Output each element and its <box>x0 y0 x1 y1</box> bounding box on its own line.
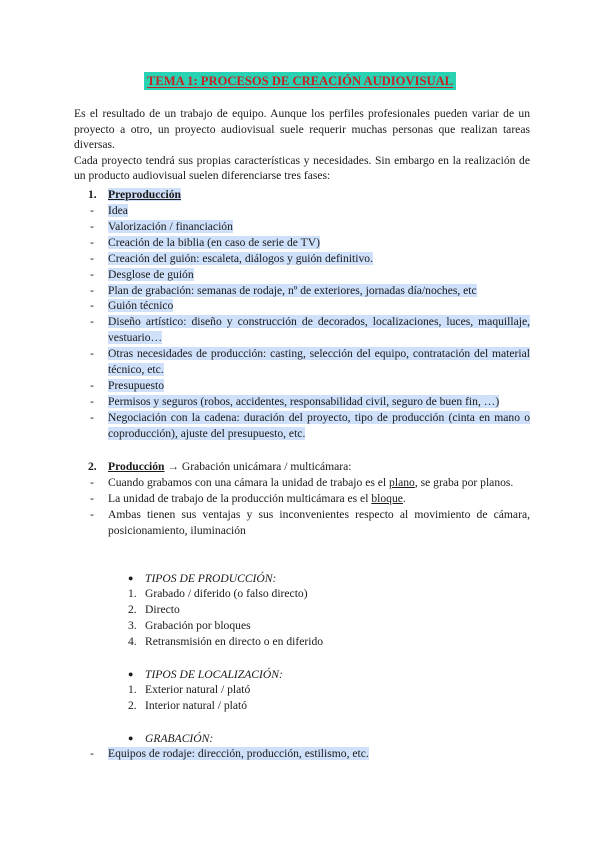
title-row <box>0 72 600 90</box>
list-item: 2. Directo <box>128 602 180 616</box>
list-item: - Negociación con la cadena: duración del proyecto, tipo de producción (cinta en mano o coproducción), ajuste del presupuesto, etc. <box>90 410 530 440</box>
preproduccion-list <box>90 203 530 442</box>
list-item: - Equipos de rodaje: dirección, producción, estilismo, etc. <box>90 747 369 760</box>
bullet-icon: ● <box>128 669 134 679</box>
list-item: - Cuando grabamos con una cámara la unidad de trabajo es el plano, se graba por planos. <box>90 476 514 489</box>
grabacion-list <box>90 746 530 762</box>
intro-paragraph-1: Es el resultado de un trabajo de equipo. Aunque los perfiles profesionales pueden variar de un proyecto a otro, un proyecto audiovisual suele requerir muchas personas que realizan tareas diversas. <box>74 107 530 152</box>
list-item: - Idea <box>90 204 128 217</box>
list-item: - Ambas tienen sus ventajas y sus inconvenientes respecto al movimiento de cámara, posicionamiento, iluminación <box>90 507 530 537</box>
list-item: - Presupuesto <box>90 378 165 392</box>
tipos-localizacion-list <box>128 682 250 714</box>
tipos-produccion-heading: ● TIPOS DE PRODUCCIÓN: <box>128 572 277 585</box>
list-item: 1. Exterior natural / plató <box>128 683 251 696</box>
section-2-number: 2. <box>88 460 97 473</box>
tipos-produccion-list <box>128 586 323 650</box>
list-item: - Desglose de guión <box>90 267 194 281</box>
list-item: - Otras necesidades de producción: casting, selección del equipo, contratación del material técnico, etc. <box>90 347 530 377</box>
list-item: 1. Grabado / diferido (o falso directo) <box>128 587 308 600</box>
section-2-label: Producción <box>108 460 165 473</box>
section-1-number: 1. <box>88 188 97 201</box>
bullet-icon: ● <box>128 573 134 583</box>
page-title: TEMA 1: PROCESOS DE CREACIÓN AUDIOVISUAL <box>144 72 456 90</box>
list-item: - Permisos y seguros (robos, accidentes, responsabilidad civil, seguro de buen fin, …) <box>90 394 500 408</box>
list-item: - Diseño artístico: diseño y construcción de decorados, localizaciones, luces, maquillaje, vestuario… <box>90 315 530 345</box>
list-item: - Guión técnico <box>90 299 174 313</box>
list-item: 2. Interior natural / plató <box>128 698 248 712</box>
grabacion-heading: ● GRABACIÓN: <box>128 732 214 745</box>
list-item: 4. Retransmisión en directo o en diferido <box>128 634 324 648</box>
section-1-label: Preproducción <box>108 188 181 201</box>
arrow-icon: → <box>167 460 179 473</box>
intro-text <box>74 106 530 184</box>
list-item: 3. Grabación por bloques <box>128 618 251 632</box>
section-2-description: Grabación unicámara / multicámara: <box>181 460 352 473</box>
list-item: - La unidad de trabajo de la producción multicámara es el bloque. <box>90 491 406 505</box>
section-2-heading <box>88 459 352 475</box>
tipos-localizacion-heading: ● TIPOS DE LOCALIZACIÓN: <box>128 668 283 681</box>
produccion-list <box>90 475 530 539</box>
intro-paragraph-2: Cada proyecto tendrá sus propias características y necesidades. Sin embargo en la realización de un producto audiovisual suelen diferenciarse tres fases: <box>74 153 530 183</box>
bullet-icon: ● <box>128 733 134 743</box>
list-item: - Creación del guión: escaleta, diálogos y guión definitivo. <box>90 251 373 265</box>
section-1-heading <box>88 187 181 203</box>
list-item: - Valorización / financiación <box>90 219 233 233</box>
list-item: - Creación de la biblia (en caso de serie de TV) <box>90 235 320 249</box>
list-item: - Plan de grabación: semanas de rodaje, nº de exteriores, jornadas día/noches, etc <box>90 283 477 297</box>
